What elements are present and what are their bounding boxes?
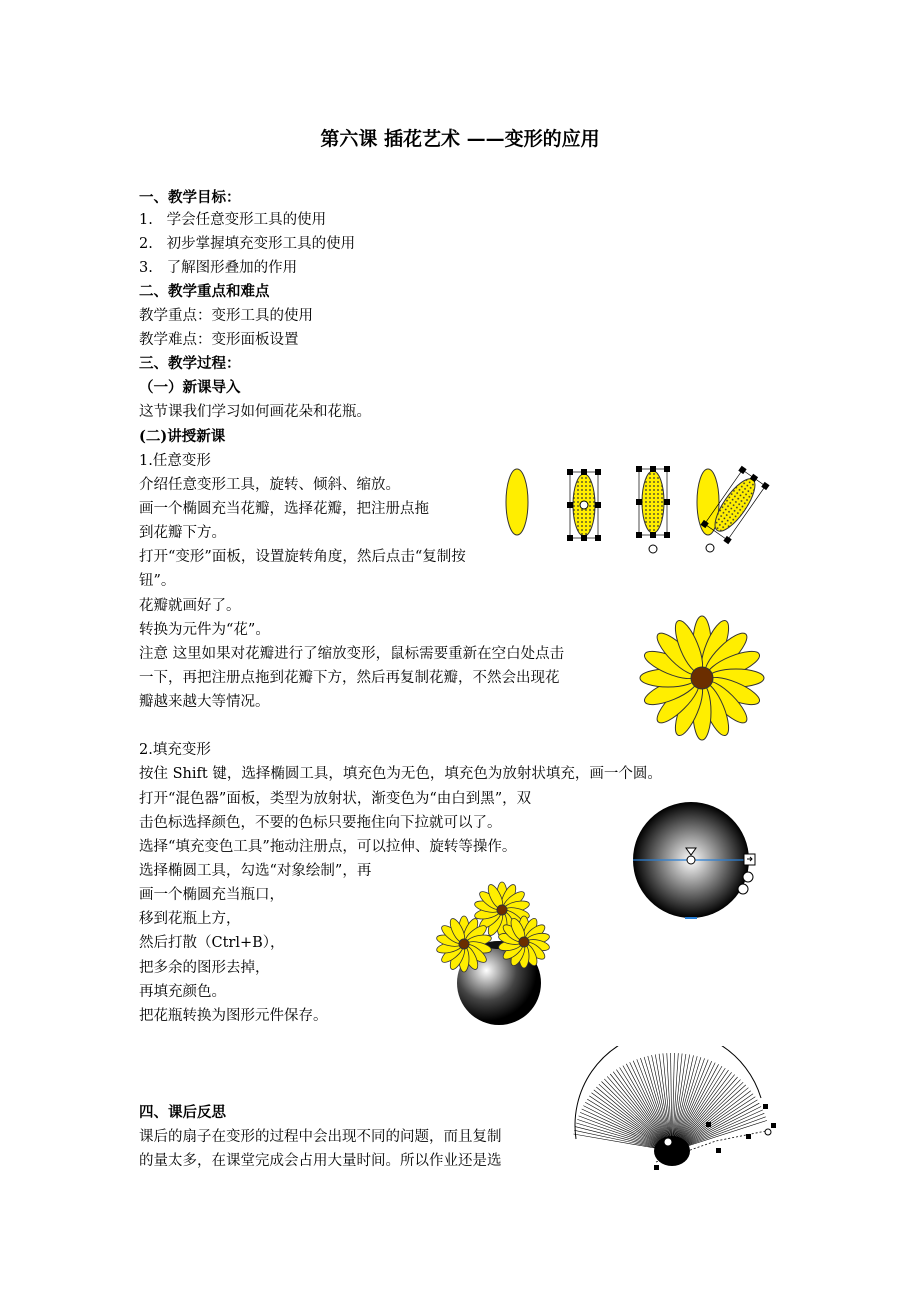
paragraph-line: 击色标选择颜色，不要的色标只要拖住向下拉就可以了。: [139, 815, 502, 831]
flower-center: [459, 939, 469, 949]
objective-item: 3. 了解图形叠加的作用: [139, 260, 298, 276]
intro-heading: （一）新课导入: [139, 379, 241, 396]
paragraph-line: 打开“变形”面板，设置旋转角度，然后点击“复制按: [139, 549, 466, 565]
paragraph-line: 移到花瓶上方，: [139, 911, 241, 927]
paragraph-line: 把花瓶转换为图形元件保存。: [139, 1008, 328, 1024]
petal-steps-figure: [500, 460, 770, 560]
objectives-heading: 一、教学目标：: [139, 189, 241, 206]
fan-figure: [566, 1046, 782, 1176]
rotate-handle[interactable]: [738, 884, 748, 894]
gradient-sphere-figure: [630, 797, 762, 923]
paragraph-line: 再填充颜色。: [139, 984, 226, 1000]
paragraph-line: 画一个椭圆充当瓶口，: [139, 887, 284, 903]
selected-petal-moved-point: [636, 466, 670, 553]
paragraph-line: 花瓣就画好了。: [139, 598, 241, 614]
paragraph-line: 画一个椭圆充当花瓣，选择花瓣，把注册点拖: [139, 501, 429, 517]
vase-flowers-figure: [424, 872, 564, 1028]
transform-heading: 1.任意变形: [139, 453, 211, 469]
size-handle[interactable]: [743, 872, 753, 882]
flower-center: [519, 937, 529, 947]
paragraph-line: 课后的扇子在变形的过程中会出现不同的问题，而且复制: [139, 1129, 502, 1145]
paragraph-line: 选择椭圆工具，勾选“对象绘制”，再: [139, 863, 372, 879]
paragraph-line: 瓣越来越大等情况。: [139, 694, 270, 710]
paragraph-line: 然后打散（Ctrl+B），: [139, 935, 285, 951]
paragraph-line: 打开“混色器”面板，类型为放射状，渐变色为“由白到黑”，双: [139, 791, 532, 807]
fill-heading: 2.填充变形: [139, 742, 211, 758]
paragraph-line: 注意 这里如果对花瓣进行了缩放变形，鼠标需要重新在空白处点击: [139, 646, 565, 662]
key-focus: 教学重点：变形工具的使用: [139, 308, 313, 324]
process-heading: 三、教学过程：: [139, 355, 241, 372]
rotated-petals: [697, 466, 770, 552]
paragraph-line: 按住 Shift 键，选择椭圆工具，填充色为无色，填充色为放射状填充，画一个圆。: [139, 766, 662, 782]
paragraph-line: 转换为元件为“花”。: [139, 622, 270, 638]
paragraph-line: 一下，再把注册点拖到花瓣下方，然后再复制花瓣，不然会出现花: [139, 670, 560, 686]
paragraph-line: 的量太多，在课堂完成会占用大量时间。所以作业还是选: [139, 1153, 502, 1169]
center-point-handle[interactable]: [687, 856, 695, 864]
flower-center: [497, 905, 507, 915]
paragraph-line: 把多余的图形去掉，: [139, 960, 270, 976]
key-difficulty: 教学难点：变形面板设置: [139, 332, 299, 348]
teach-heading: (二)讲授新课: [139, 428, 226, 445]
paragraph-line: 选择“填充变色工具”拖动注册点，可以拉伸、旋转等操作。: [139, 839, 517, 855]
petal-ellipse: [506, 469, 528, 535]
reflection-heading: 四、课后反思: [139, 1104, 226, 1121]
objective-item: 2. 初步掌握填充变形工具的使用: [139, 236, 356, 252]
selected-petal: [567, 469, 601, 541]
paragraph-line: 钮”。: [139, 573, 176, 589]
flower-figure: [634, 610, 770, 746]
key-points-heading: 二、教学重点和难点: [139, 283, 270, 300]
paragraph-line: 到花瓣下方。: [139, 525, 226, 541]
page-title: 第六课 插花艺术 ——变形的应用: [320, 128, 600, 150]
flower-center: [691, 667, 713, 689]
objective-item: 1. 学会任意变形工具的使用: [139, 212, 327, 228]
intro-text: 这节课我们学习如何画花朵和花瓶。: [139, 404, 371, 420]
paragraph-line: 介绍任意变形工具，旋转、倾斜、缩放。: [139, 477, 400, 493]
